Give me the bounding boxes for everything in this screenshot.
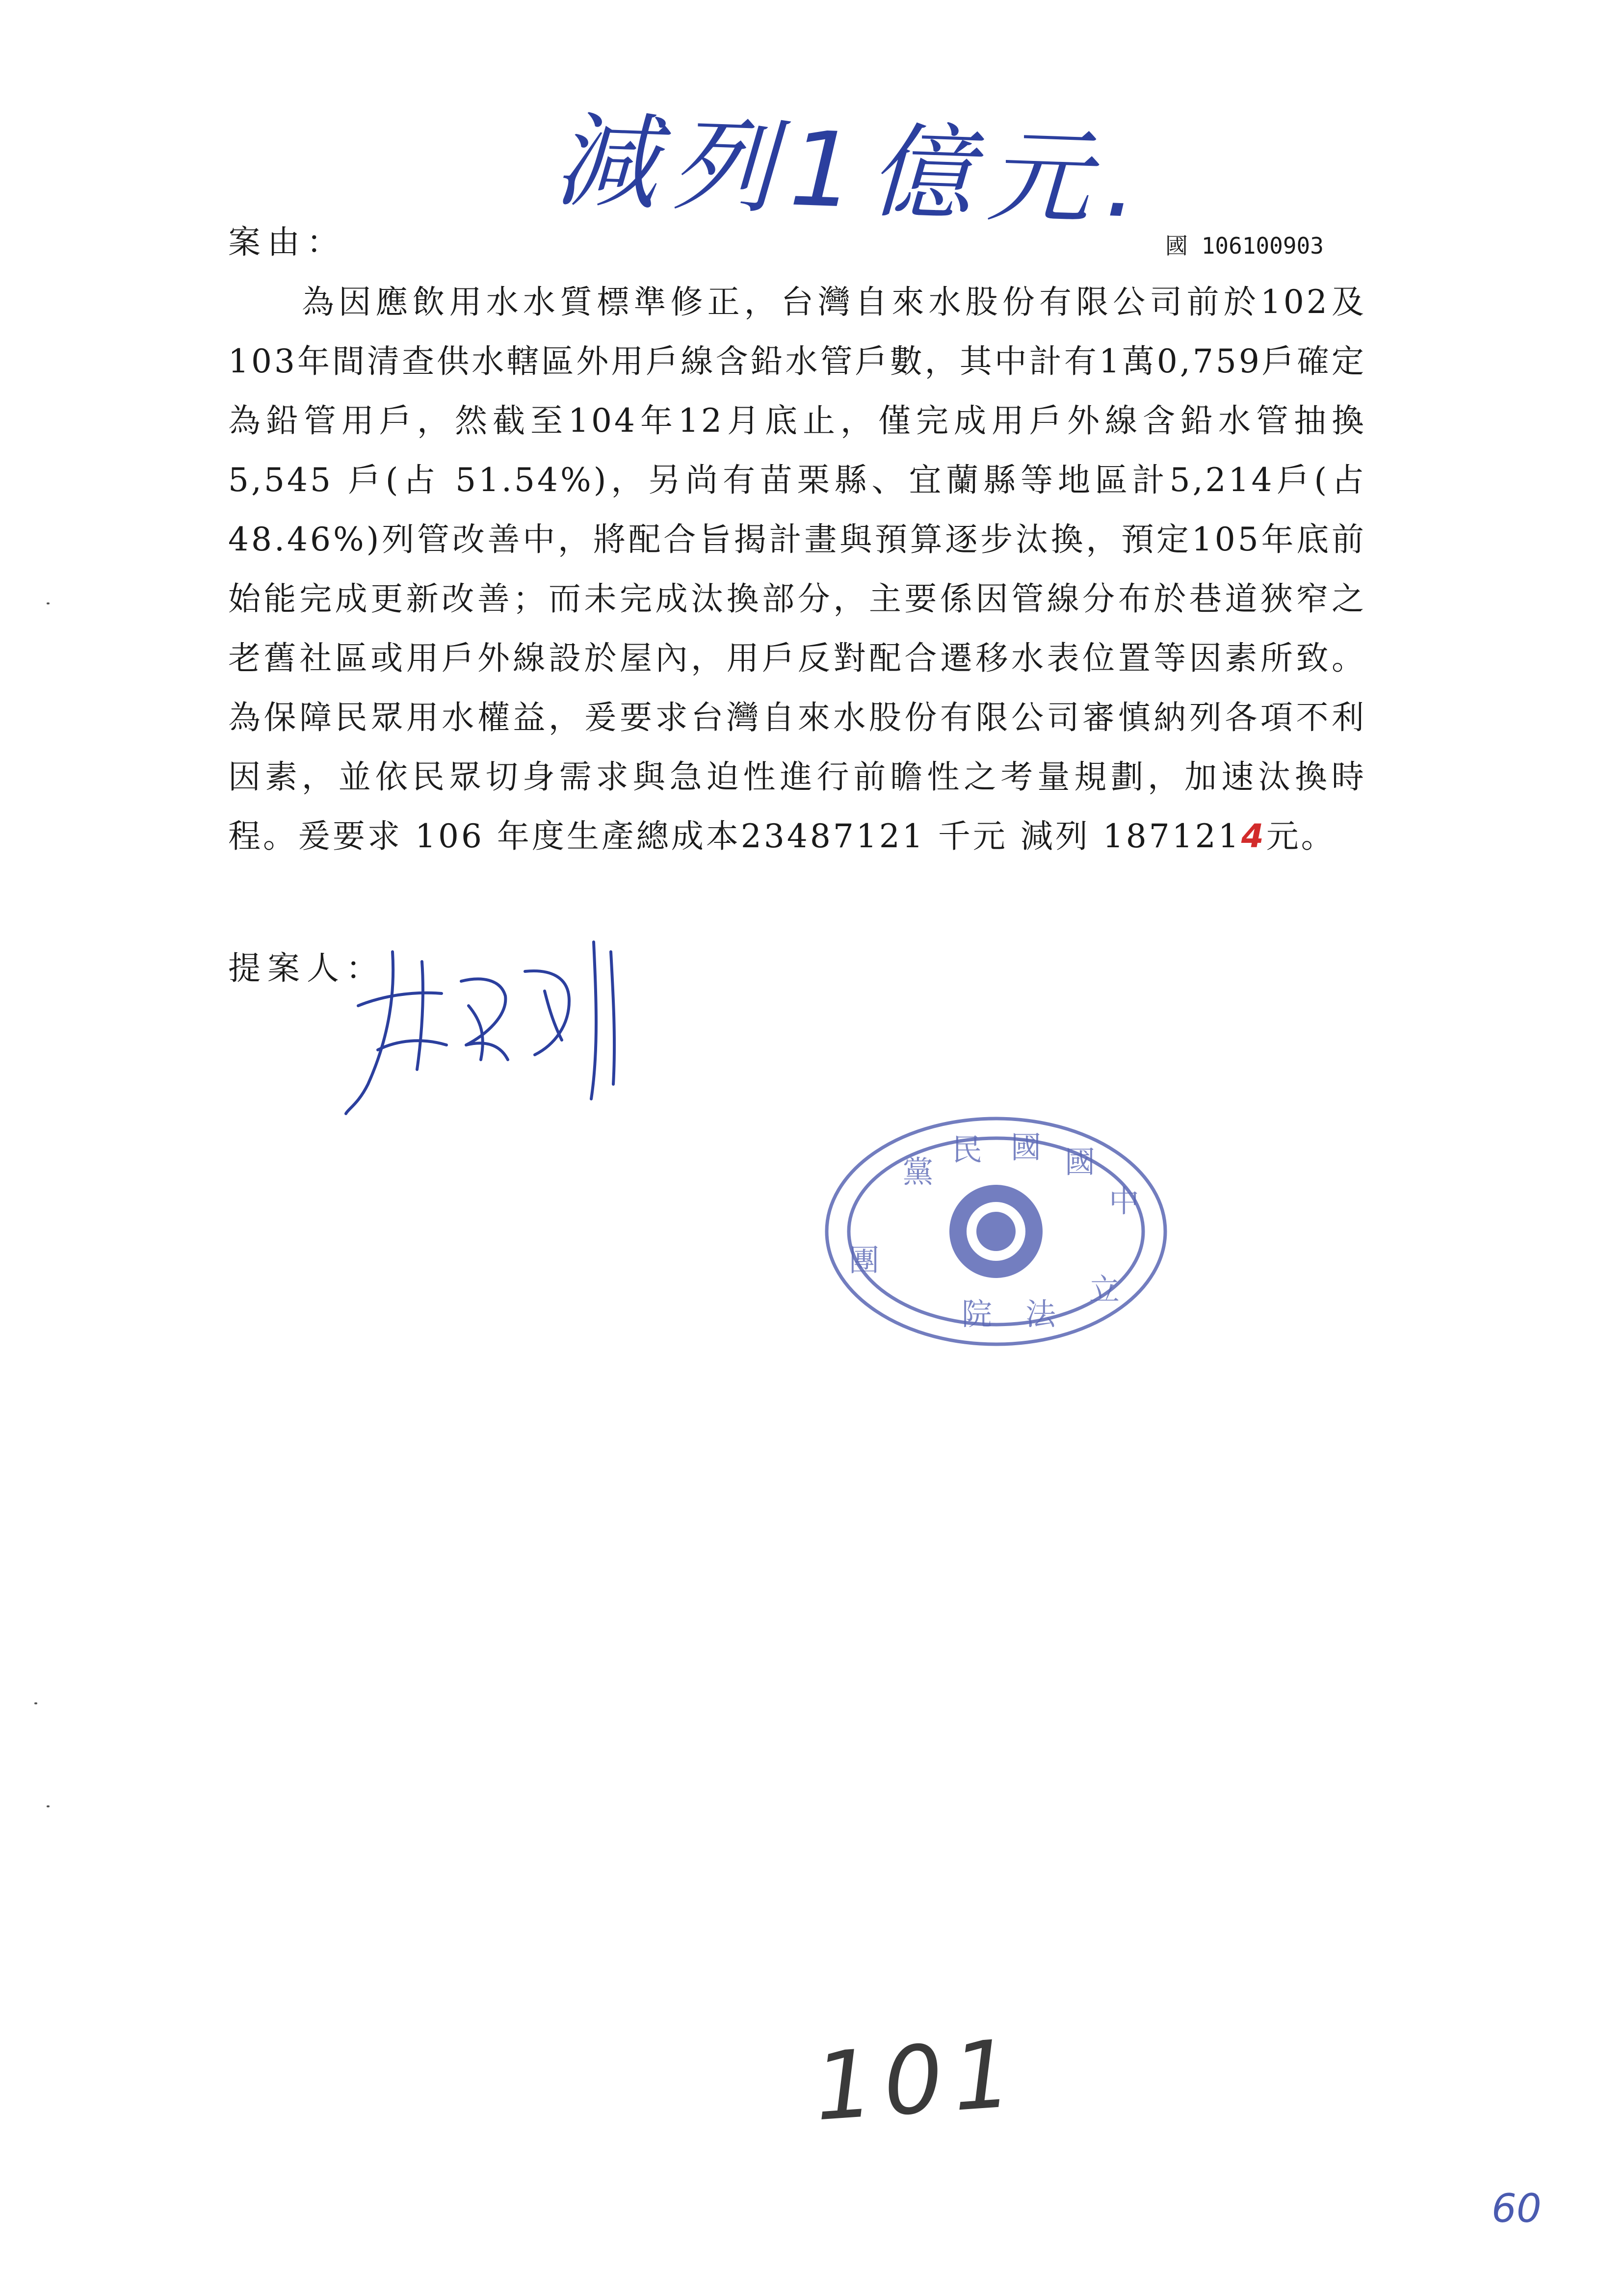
case-body-text [228,272,1366,866]
svg-text:黨: 黨 [903,1154,934,1190]
proposer-label: 提案人： [228,949,385,987]
scan-speck [47,1805,50,1807]
handwritten-page-number: 101 [811,2019,1025,2142]
svg-text:團: 團 [849,1242,880,1278]
handwritten-top-note: 減列1億元. [552,100,1155,242]
handwritten-corner-number: 60 [1492,2186,1542,2231]
body-main-text: 為因應飲用水水質標準修正，台灣自來水股份有限公司前於102及103年間清查供水轄區外用戶線含鉛水管戶數，其中計有1萬0,759戶確定為鉛管用戶，然截至104年12月底止，僅完成用戶外線含鉛水管抽換 5,545 戶(占 51.54%)，另尚有苗栗縣、宜蘭縣等地區計5,214戶(占48.46%)列管改善中，將配合旨揭計畫與預算逐步汰換，預定105年底前始能完成更新改善；而未完成汰換部分，主要係因管線分布於巷道狹窄之老舊社區或用戶外線設於屋內，用戶反對配合遷移水表位置等因素所致。為保障民眾用水權益，爰要求台灣自來水股份有限公司審慎納列各項不利因素，並依民眾切身需求與急迫性進行前瞻性之考量規劃，加速汰換時程。爰要求 106 年度生產總成本23487121 千元 減列 187121 [228,283,1366,855]
body-end-text: 元。 [1266,817,1336,855]
svg-text:國: 國 [1011,1129,1042,1165]
proposer-signature [339,922,643,1119]
svg-text:法: 法 [1025,1296,1056,1332]
svg-text:立: 立 [1089,1272,1120,1307]
svg-text:民: 民 [952,1132,983,1168]
scan-speck [34,1702,37,1704]
scan-speck [47,602,50,604]
svg-text:院: 院 [962,1296,993,1332]
svg-text:國: 國 [1065,1144,1096,1180]
svg-text:中: 中 [1109,1183,1140,1219]
official-seal-stamp [819,1109,1173,1354]
red-correction-mark: 4 [1241,817,1266,855]
case-label: 案由： [228,223,346,261]
document-id: 國 106100903 [1165,233,1324,259]
